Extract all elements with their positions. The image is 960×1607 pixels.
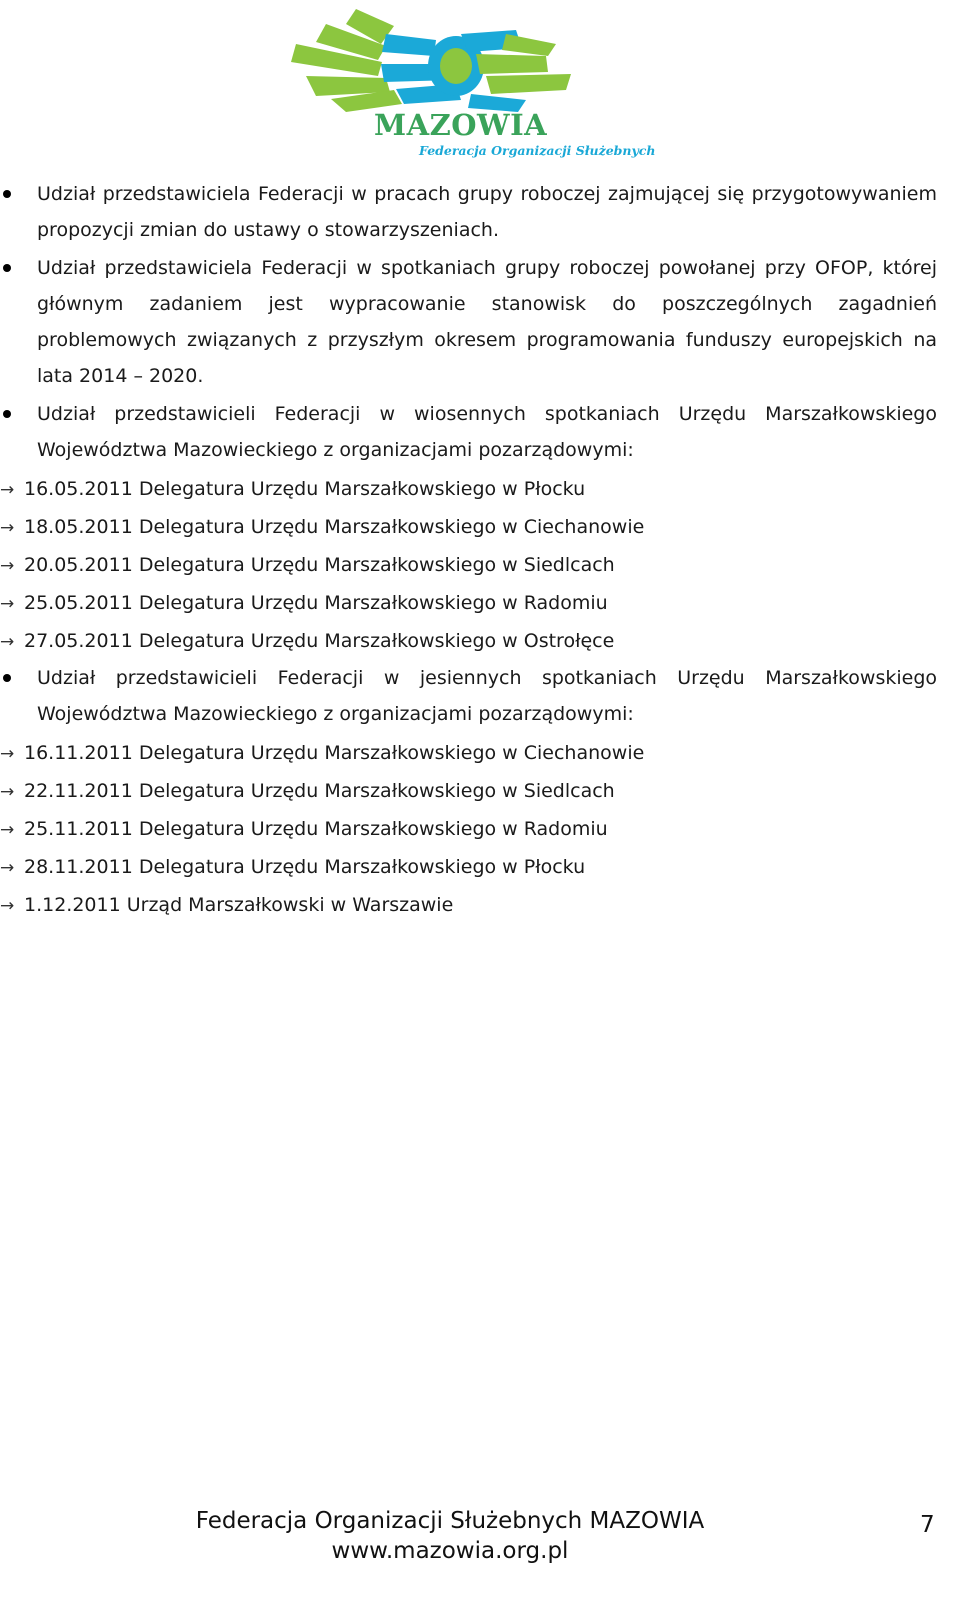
sub-list-item — [0, 848, 960, 886]
mazowia-logo — [286, 4, 656, 164]
bullet-icon — [3, 264, 11, 272]
logo-title: MAZOWIA — [374, 108, 548, 142]
footer-title: Federacja Organizacji Służebnych MAZOWIA — [195, 1508, 705, 1534]
arrow-right-icon: → — [0, 782, 15, 802]
sub-list-item — [0, 584, 960, 622]
arrow-right-icon: → — [0, 594, 15, 614]
arrow-right-icon: → — [0, 820, 15, 840]
arrow-right-icon: → — [0, 896, 15, 916]
sub-list-item — [0, 772, 960, 810]
sub-list-item — [0, 810, 960, 848]
sub-list-item-text: 16.11.2011 Delegatura Urzędu Marszałkowskiego w Ciechanowie — [24, 742, 645, 764]
bullet-icon — [3, 674, 11, 682]
list-item-text: Udział przedstawicieli Federacji w jesiennych spotkaniach Urzędu Marszałkowskiego Województwa Mazowieckiego z organizacjami pozarządowymi: — [37, 667, 937, 725]
list-item — [37, 176, 937, 248]
bullet-icon — [3, 190, 11, 198]
list-item-text: Udział przedstawicieli Federacji w wiosennych spotkaniach Urzędu Marszałkowskiego Województwa Mazowieckiego z organizacjami pozarządowymi: — [37, 403, 937, 461]
sub-list-item-text: 25.05.2011 Delegatura Urzędu Marszałkowskiego w Radomiu — [24, 592, 608, 614]
arrow-right-icon: → — [0, 556, 15, 576]
sub-list-item-text: 28.11.2011 Delegatura Urzędu Marszałkowskiego w Płocku — [24, 856, 586, 878]
sub-list-item-text: 18.05.2011 Delegatura Urzędu Marszałkowskiego w Ciechanowie — [24, 516, 645, 538]
list-item — [37, 250, 937, 394]
logo-subtitle: Federacja Organizacji Służebnych — [419, 143, 656, 158]
list-item — [37, 396, 937, 468]
sub-list-item — [0, 734, 960, 772]
document-body — [0, 176, 960, 924]
sub-list-item-text: 1.12.2011 Urząd Marszałkowski w Warszawie — [24, 894, 454, 916]
page-number: 7 — [920, 1512, 935, 1538]
sub-list-item — [0, 470, 960, 508]
footer-url: www.mazowia.org.pl — [331, 1538, 569, 1564]
sub-list-item-text: 22.11.2011 Delegatura Urzędu Marszałkowskiego w Siedlcach — [24, 780, 615, 802]
sub-list-item — [0, 546, 960, 584]
arrow-right-icon: → — [0, 480, 15, 500]
bullet-icon — [3, 410, 11, 418]
arrow-right-icon: → — [0, 744, 15, 764]
sub-list-item — [0, 508, 960, 546]
sub-list-item-text: 25.11.2011 Delegatura Urzędu Marszałkowskiego w Radomiu — [24, 818, 608, 840]
sub-list-item-text: 16.05.2011 Delegatura Urzędu Marszałkowskiego w Płocku — [24, 478, 586, 500]
knot-logo-icon — [286, 4, 631, 114]
list-item-text: Udział przedstawiciela Federacji w pracach grupy roboczej zajmującej się przygotowywaniem propozycji zmian do ustawy o stowarzyszeniach. — [37, 183, 937, 241]
sub-list-item-text: 20.05.2011 Delegatura Urzędu Marszałkowskiego w Siedlcach — [24, 554, 615, 576]
arrow-right-icon: → — [0, 858, 15, 878]
sub-list-item — [0, 886, 960, 924]
arrow-right-icon: → — [0, 632, 15, 652]
sub-list-item-text: 27.05.2011 Delegatura Urzędu Marszałkowskiego w Ostrołęce — [24, 630, 615, 652]
arrow-right-icon: → — [0, 518, 15, 538]
list-item-text: Udział przedstawiciela Federacji w spotkaniach grupy roboczej powołanej przy OFOP, której głównym zadaniem jest wypracowanie stanowisk do poszczególnych zagadnień problemowych związanych z przyszłym okresem programowania funduszy europejskich na lata 2014 – 2020. — [37, 257, 937, 387]
sub-list-item — [0, 622, 960, 660]
list-item — [37, 660, 937, 732]
